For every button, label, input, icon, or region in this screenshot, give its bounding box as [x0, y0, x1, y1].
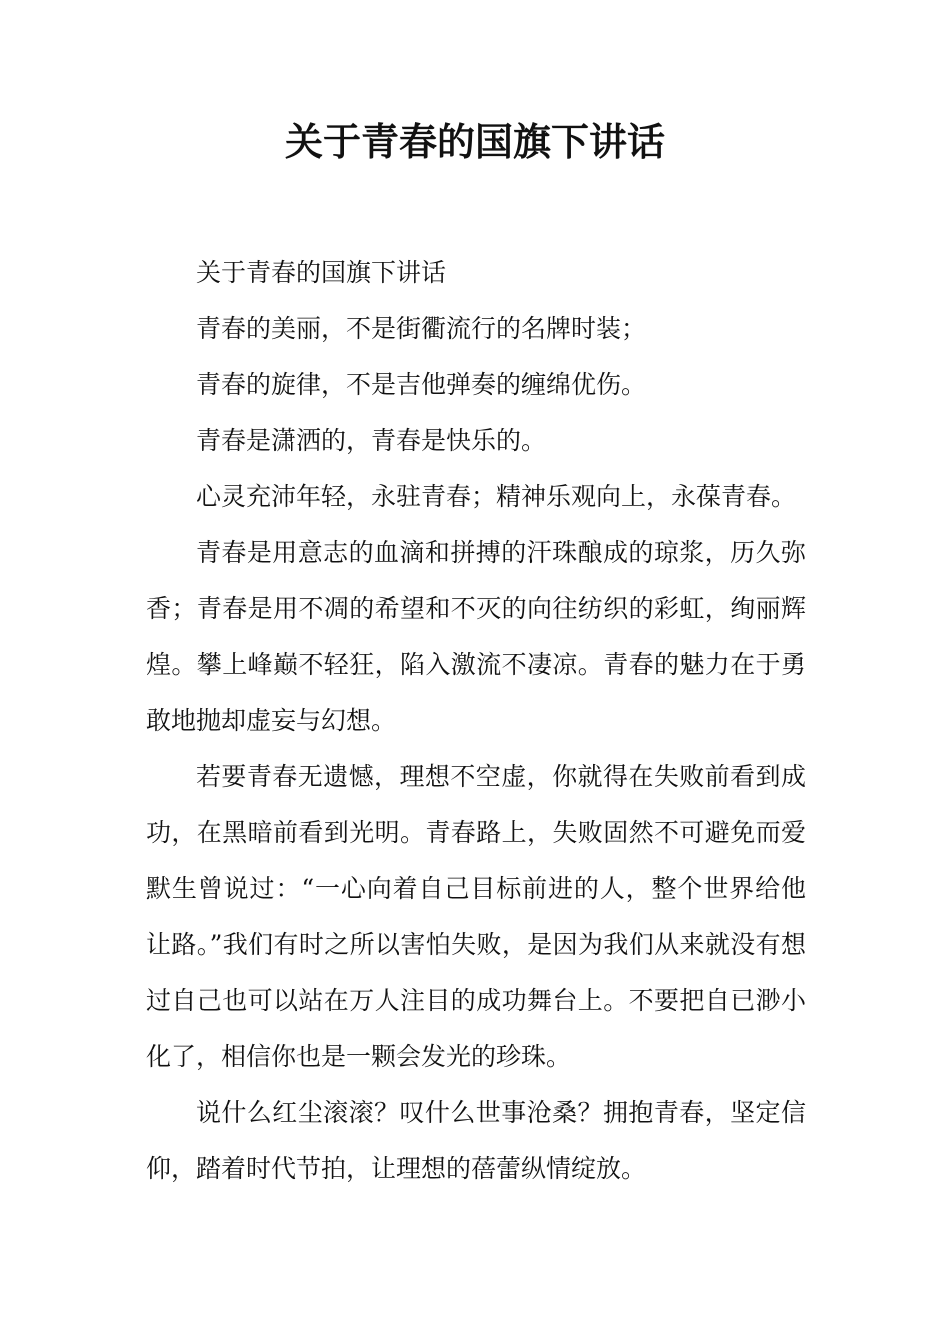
- paragraph: 若要青春无遗憾，理想不空虚，你就得在失败前看到成功，在黑暗前看到光明。青春路上，失败固然不可避免而爱默生曾说过：“一心向着自己目标前进的人，整个世界给他让路。”我们有时之所以害怕失败，是因为我们从来就没有想过自己也可以站在万人注目的成功舞台上。不要把自已渺小化了，相信你也是一颗会发光的珍珠。: [146, 762, 806, 1071]
- paragraph: 青春的旋律，不是吉他弹奏的缠绵优伤。: [196, 370, 647, 399]
- document-title: 关于青春的国旗下讲话: [284, 120, 665, 164]
- paragraph: 关于青春的国旗下讲话: [196, 258, 447, 287]
- document-body: [146, 245, 806, 1197]
- paragraph: 青春的美丽，不是街衢流行的名牌时装；: [196, 314, 647, 343]
- paragraph: 青春是用意志的血滴和拼搏的汗珠酿成的琼浆，历久弥香；青春是用不凋的希望和不灭的向往纺织的彩虹，绚丽辉煌。攀上峰巅不轻狂，陷入激流不凄凉。青春的魅力在于勇敢地抛却虚妄与幻想。: [146, 538, 806, 735]
- paragraph: 青春是潇洒的，青春是快乐的。: [196, 426, 547, 455]
- paragraph: 心灵充沛年轻，永驻青春；精神乐观向上，永葆青春。: [196, 482, 797, 511]
- paragraph: 说什么红尘滚滚？叹什么世事沧桑？拥抱青春，坚定信仰，踏着时代节拍，让理想的蓓蕾纵情绽放。: [146, 1098, 806, 1183]
